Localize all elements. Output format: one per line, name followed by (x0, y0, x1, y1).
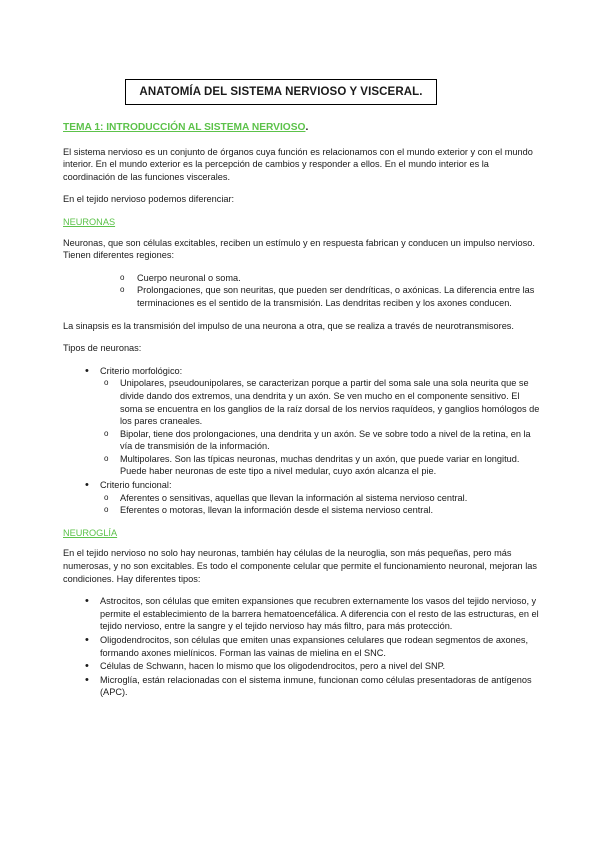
tipos-label: Tipos de neuronas: (63, 343, 142, 354)
list-item: o Aferentes o sensitivas, aquellas que llevan la información al sistema nervioso central. (100, 492, 543, 505)
section-heading-neuronas: NEURONAS (63, 216, 116, 227)
list-item: • Oligodendrocitos, son células que emiten unas expansiones celulares que rodean segmentos de axones, formando axones mielínicos. Forman las vainas de mielina en el SNC. (63, 634, 543, 659)
list-item: • Astrocitos, son células que emiten expansiones que recubren externamente los vasos del tejido nervioso, y permite el establecimiento de la barrera hematoencefálica. A diferencia con el resto de las estructuras, en el tejido nervioso, entre la sangre y el tejido nervioso hay más filtro, para más protección. (63, 595, 543, 633)
list-item: • Células de Schwann, hacen lo mismo que los oligodendrocitos, pero a nivel del SNP. (63, 660, 543, 673)
neuron-criteria-list (63, 365, 543, 517)
neuroglia-description: En el tejido nervioso no solo hay neuronas, también hay células de la neuroglia, son más pequeñas, pero más numerosas, y no son excitables. Es todo el componente celular que permite el funcionamiento neuronal, mejoran las condiciones. Hay diferentes tipos: (63, 548, 537, 584)
list-item: o Eferentes o motoras, llevan la información desde el sistema nervioso central. (100, 504, 543, 517)
tejido-intro: En el tejido nervioso podemos diferenciar: (63, 194, 235, 205)
criterion-morphological: • Criterio morfológico: o Unipolares, pseudounipolares, se caracterizan porque a partir del soma sale una sola neurita que se divide dando dos extremos, una dendrita y un axón. Se ven mucho en el componente sensitivo. El soma se encuentra en los ganglios de la raíz dorsal de los nervios raquídeos, y ganglios homólogos de los pares craneales. o Bipolar, tiene dos prolongaciones, una dendrita y un axón. Se ve sobre todo a nivel de la retina, en la vía de transmisión de la información. o Multipolares. Son las típicas neuronas, muchas dendritas y un axón, que puede variar en longitud. Puede haber neuronas de este tipo a nivel medular, cuyo axón alcanza el pie. (63, 365, 543, 478)
list-item: o Cuerpo neuronal o soma. (63, 272, 543, 285)
list-item: o Bipolar, tiene dos prolongaciones, una dendrita y un axón. Se ve sobre todo a nivel de la retina, en la vía de transmisión de la información. (100, 428, 543, 453)
list-item: o Prolongaciones, que son neuritas, que pueden ser dendríticas, o axónicas. La diferencia entre las terminaciones es el sentido de la transmisión. Las dendritas reciben y los axones conducen. (63, 284, 543, 309)
document-title-text: ANATOMÍA DEL SISTEMA NERVIOSO Y VISCERAL. (139, 86, 423, 98)
document-title (125, 79, 437, 105)
functional-types-list (100, 492, 543, 517)
neuroglia-types-list (63, 595, 543, 699)
criterion-functional: • Criterio funcional: o Aferentes o sensitivas, aquellas que llevan la información al sistema nervioso central. o Eferentes o motoras, llevan la información desde el sistema nervioso central. (63, 479, 543, 517)
list-item: o Unipolares, pseudounipolares, se caracterizan porque a partir del soma sale una sola neurita que se divide dando dos extremos, una dendrita y un axón. Se ven mucho en el componente sensitivo. El soma se encuentra en los ganglios de la raíz dorsal de los nervios raquídeos, y ganglios homólogos de los pares craneales. (100, 377, 543, 427)
morphological-types-list (100, 377, 543, 478)
neuronas-description: Neuronas, que son células excitables, reciben un estímulo y en respuesta fabrican y conducen un impulso nervioso. Tienen diferentes regiones: (63, 237, 535, 261)
list-item: o Multipolares. Son las típicas neuronas, muchas dendritas y un axón, que puede variar en longitud. Puede haber neuronas de este tipo a nivel medular, cuyo axón alcanza el pie. (100, 453, 543, 478)
sinapsis-paragraph: La sinapsis es la transmisión del impulso de una neurona a otra, que se realiza a través de neurotransmisores. (63, 320, 514, 331)
section-heading-neuroglia: NEUROGLÍA (63, 527, 118, 538)
document-body (63, 122, 543, 709)
intro-paragraph: El sistema nervioso es un conjunto de órganos cuya función es relacionamos con el mundo exterior y con el mundo interior. En el mundo exterior es la percepción de cambios y responder a ellos. En el mundo interior es la coordinación de las funciones viscerales. (63, 146, 533, 182)
neuron-regions-list (63, 272, 543, 310)
topic-heading: TEMA 1: INTRODUCCIÓN AL SISTEMA NERVIOSO. (63, 122, 309, 133)
topic-heading-label: TEMA 1: INTRODUCCIÓN AL SISTEMA NERVIOSO (63, 122, 306, 133)
list-item: • Microglía, están relacionadas con el sistema inmune, funcionan como células presentadoras de antígenos (APC). (63, 674, 543, 699)
